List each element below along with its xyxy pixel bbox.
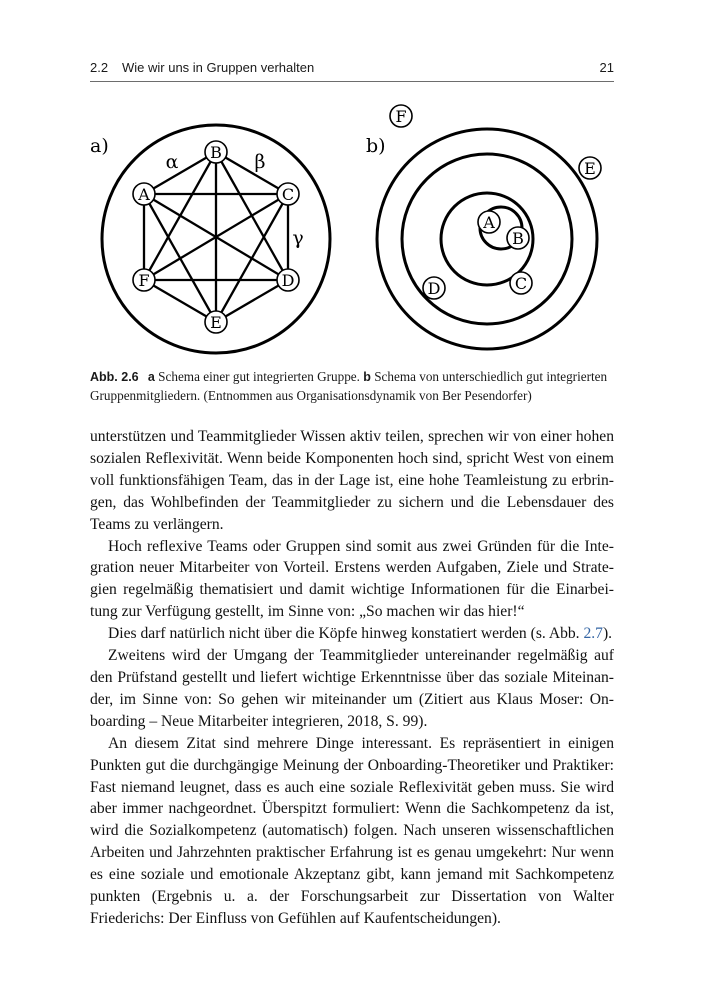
node-a-C-label: C (281, 185, 295, 204)
figure-diagram (90, 96, 614, 358)
node-a-A (133, 183, 155, 205)
node-b-C-label: C (514, 274, 528, 293)
caption-a-marker: a (147, 370, 155, 384)
caption-b-marker: b (363, 370, 371, 384)
node-a-F (133, 269, 155, 291)
figure-caption (90, 368, 614, 404)
node-b-B-label: B (512, 229, 524, 248)
node-b-D (423, 277, 445, 299)
node-b-D-label: D (427, 279, 441, 298)
paragraph-3-text: Dies darf natürlich nicht über die Köpfe hinweg konstatiert werden (s. Abb. (108, 625, 584, 643)
paragraph-3-end: ). (602, 625, 613, 643)
panel-a-edges (144, 152, 288, 322)
node-b-A (478, 211, 500, 233)
paragraph-4: Zweitens wird der Umgang der Teammitglieder untereinander regelmäßig auf den Prüfstand gestellt und liefert wichtige Erkenntnisse über das soziale Miteinander, im Sinne von: So gehen wir miteinander um (Zitiert aus Klaus Moser: Onboarding – Neue Mitarbeiter integrieren, 2018, S. 99). (90, 647, 614, 730)
panel-b-nodes (390, 105, 601, 299)
node-a-F-label: F (138, 271, 150, 290)
caption-a-text: Schema einer gut integrierten Gruppe. (158, 369, 360, 384)
node-a-C (277, 183, 299, 205)
greek-beta: β (254, 151, 266, 173)
figure-2-6 (90, 96, 614, 358)
node-a-D-label: D (281, 271, 295, 290)
paragraph-1: unterstützen und Teammitglieder Wissen aktiv teilen, sprechen wir von einer hohen sozialen Reflexivität. Wenn beide Komponenten hoch sind, spricht West von einem voll funktionsfähigen Team, das in der Lage ist, eine hohe Teamleistung zu erbringen, das Wohlbefinden der Teammitglieder zu sichern und die Lebensdauer des Teams zu verlängern. (90, 428, 614, 533)
section-number: 2.2 (90, 60, 109, 75)
panel-b (377, 129, 597, 349)
node-a-A-label: A (138, 185, 150, 204)
paragraph-2: Hoch reflexive Teams oder Gruppen sind somit aus zwei Gründen für die Integration neuer Mitarbeiter von Vorteil. Erstens werden Aufgaben, Ziele und Strategien regelmäßig thematisiert und damit wichtige Informationen für die Einarbeitung zur Verfügung gestellt, im Sinne von: „So machen wir das hier!“ (90, 537, 614, 621)
node-a-D (277, 269, 299, 291)
page-number: 21 (599, 60, 614, 75)
header-rule (90, 81, 614, 82)
caption-label: Abb. 2.6 (90, 370, 139, 384)
body-text (90, 426, 614, 930)
panel-a-label: a) (90, 135, 109, 157)
greek-alpha: α (165, 151, 179, 173)
node-a-B (205, 141, 227, 163)
paragraph-3 (90, 623, 614, 645)
paragraph-5: An diesem Zitat sind mehrere Dinge interessant. Es repräsentiert in einigen Punkten gut die durchgängige Meinung der Onboarding-Theoretiker und Praktiker: Fast niemand leugnet, dass es auch eine soziale Reflexivität geben muss. Sie wird aber immer nachgeordnet. Überspitzt formuliert: Wenn die Sachkompetenz da ist, wird die Sozialkompetenz (automatisch) folgen. Nach unseren wissenschaftlichen Arbeiten und Jahrzehnten praktischer Erfahrung ist es genau umgekehrt: Nur wenn es eine soziale und emotionale Akzeptanz gibt, kann jemand mit Sachkompetenz punkten (Ergebnis u. a. der Forschungsarbeit zur Dissertation von Walter Friederichs: Der Einfluss von Gefühlen auf Kaufentscheidungen). (90, 734, 614, 927)
panel-b-label: b) (366, 135, 386, 157)
node-b-A-label: A (483, 213, 495, 232)
node-a-E-label: E (210, 313, 222, 332)
node-b-E (579, 157, 601, 179)
figure-reference-link[interactable]: 2.7 (583, 625, 603, 643)
panel-b-middle-ring (402, 154, 572, 324)
running-header (90, 60, 614, 80)
node-a-E (205, 311, 227, 333)
section-title: Wie wir uns in Gruppen verhalten (122, 60, 315, 75)
panel-b-outer-ring (377, 129, 597, 349)
caption-b-text: Schema von unterschiedlich gut integrierten Gruppenmitgliedern. (Entnommen aus Organisationsdynamik von Ber Pesendorfer) (90, 369, 608, 403)
node-b-B (507, 227, 529, 249)
node-b-C (510, 272, 532, 294)
greek-gamma: γ (292, 227, 304, 249)
node-a-B-label: B (210, 143, 222, 162)
node-b-F (390, 105, 412, 127)
node-b-E-label: E (584, 159, 596, 178)
node-b-F-label: F (395, 107, 407, 126)
